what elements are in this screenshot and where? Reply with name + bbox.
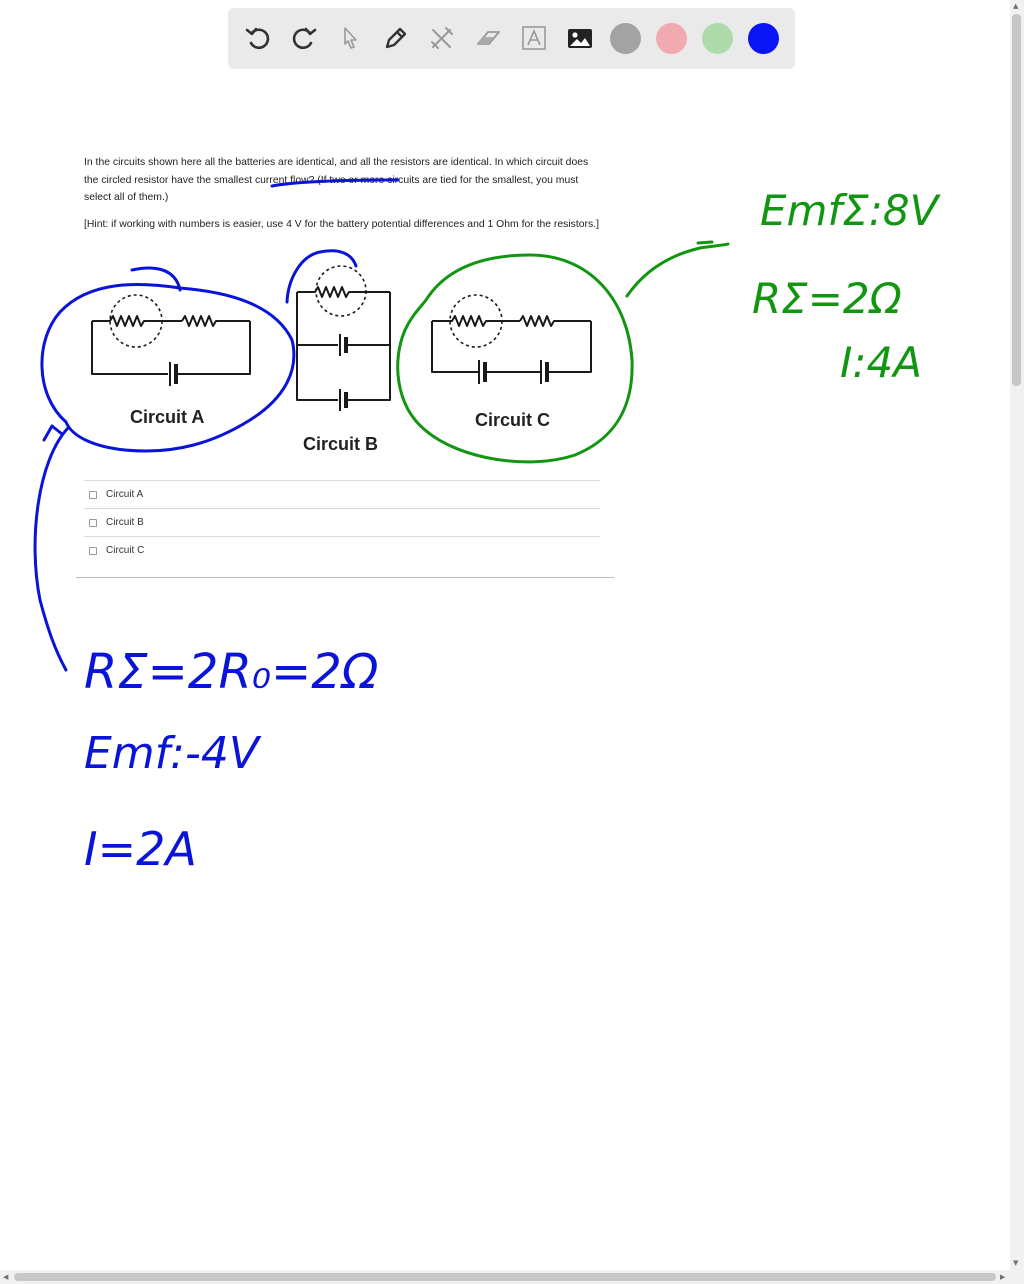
horizontal-scroll-thumb[interactable] xyxy=(14,1273,996,1281)
option-label: Circuit C xyxy=(106,545,145,556)
green-emf-note: EmfΣ:8V xyxy=(760,186,939,235)
blue-resistance-note: RΣ=2R₀=2Ω xyxy=(84,644,379,700)
question-hint: [Hint: if working with numbers is easier, use 4 V for the battery potential differences and 1 Ohm for the resistors.] xyxy=(84,219,599,230)
green-resistance-note: RΣ=2Ω xyxy=(752,274,902,323)
option-label: Circuit B xyxy=(106,517,144,528)
green-current-note: I:4A xyxy=(840,338,922,387)
vertical-scroll-thumb[interactable] xyxy=(1012,14,1021,386)
question-text: In the circuits shown here all the batteries are identical, and all the resistors are identical. In which circuit does the circled resistor have the smallest current flow? (If two or more circuits are tied for the smallest, you must select all of them.) xyxy=(84,157,589,203)
scroll-up-arrow-icon[interactable]: ▲ xyxy=(1013,2,1019,10)
blue-emf-note: Emf:-4V xyxy=(84,728,259,779)
scroll-right-arrow-icon[interactable]: ▶ xyxy=(1000,1273,1006,1281)
circuit-b-label: Circuit B xyxy=(303,434,379,454)
circuit-c-label: Circuit C xyxy=(475,410,551,430)
scroll-down-arrow-icon[interactable]: ▼ xyxy=(1013,1259,1019,1267)
blue-current-note: I=2A xyxy=(84,822,197,876)
circuit-a-label: Circuit A xyxy=(130,407,205,427)
option-label: Circuit A xyxy=(106,489,144,500)
scroll-left-arrow-icon[interactable]: ◀ xyxy=(3,1273,9,1281)
